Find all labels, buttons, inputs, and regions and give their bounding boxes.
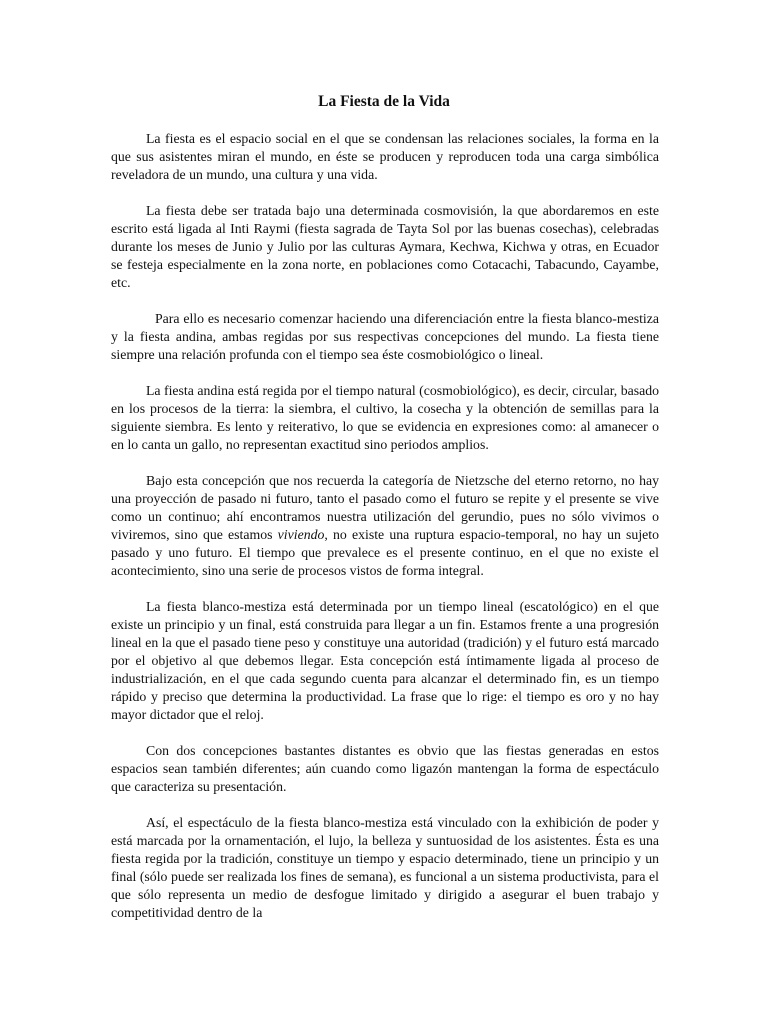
paragraph-6: La fiesta blanco-mestiza está determinada por un tiempo lineal (escatológico) en el que existe un principio y un final, está construida para llegar a un fin. Estamos frente a una progresión lineal en la que el pasado tiene peso y constituye una autoridad (tradición) y el futuro está marcado por el objetivo al que debemos llegar. Esta concepción está íntimamente ligada al proceso de industrialización, en el que cada segundo cuenta para alcanzar el determinado fin, es un tiempo rápido y preciso que determina la productividad. La frase que lo rige: el tiempo es oro y no hay mayor dictador que el reloj. [111,599,659,722]
document-title: La Fiesta de la Vida [318,93,450,110]
paragraph-1: La fiesta es el espacio social en el que se condensan las relaciones sociales, la forma en la que sus asistentes miran el mundo, en éste se producen y reproducen toda una carga simbólica reveladora de un mundo, una cultura y una vida. [111,131,659,182]
paragraph-3: Para ello es necesario comenzar haciendo una diferenciación entre la fiesta blanco-mestiza y la fiesta andina, ambas regidas por sus respectivas concepciones del mundo. La fiesta tiene siempre una relación profunda con el tiempo sea éste cosmobiológico o lineal. [111,311,659,362]
emphasized-word: viviendo [277,527,325,542]
paragraph-2: La fiesta debe ser tratada bajo una determinada cosmovisión, la que abordaremos en este escrito está ligada al Inti Raymi (fiesta sagrada de Tayta Sol por las buenas cosechas), celebradas durante los meses de Junio y Julio por las culturas Aymara, Kechwa, Kichwa y otras, en Ecuador se festeja especialmente en la zona norte, en poblaciones como Cotacachi, Tabacundo, Cayambe, etc. [111,203,659,290]
paragraph-5: Bajo esta concepción que nos recuerda la categoría de Nietzsche del eterno retorno, no hay una proyección de pasado ni futuro, tanto el pasado como el futuro se repite y el presente se vive como un continuo; ahí encontramos nuestra utilización del gerundio, pues no sólo vivimos o viviremos, sino que estamos viviendo, no existe una ruptura espacio-temporal, no hay un sujeto pasado y uno futuro. El tiempo que prevalece es el presente continuo, en el que no existe el acontecimiento, sino una serie de procesos vistos de forma integral. [111,473,660,578]
paragraph-7: Con dos concepciones bastantes distantes es obvio que las fiestas generadas en estos espacios sean también diferentes; aún cuando como ligazón mantengan la forma de espectáculo que caracteriza su presentación. [111,743,659,794]
document-body [111,130,659,940]
paragraph-8: Así, el espectáculo de la fiesta blanco-mestiza está vinculado con la exhibición de poder y está marcada por la ornamentación, el lujo, la belleza y suntuosidad de los asistentes. Ésta es una fiesta regida por la tradición, constituye un tiempo y espacio determinado, tiene un principio y un final (sólo puede ser realizada los fines de semana), es funcional a un sistema productivista, para el que sólo representa un medio de desfogue limitado y dirigido a asegurar el buen trabajo y competitividad dentro de la [111,815,659,920]
paragraph-4: La fiesta andina está regida por el tiempo natural (cosmobiológico), es decir, circular, basado en los procesos de la tierra: la siembra, el cultivo, la cosecha y la obtención de semillas para la siguiente siembra. Es lento y reiterativo, lo que se evidencia en expresiones como: al amanecer o en lo canta un gallo, no representan exactitud sino periodos amplios. [111,383,660,452]
